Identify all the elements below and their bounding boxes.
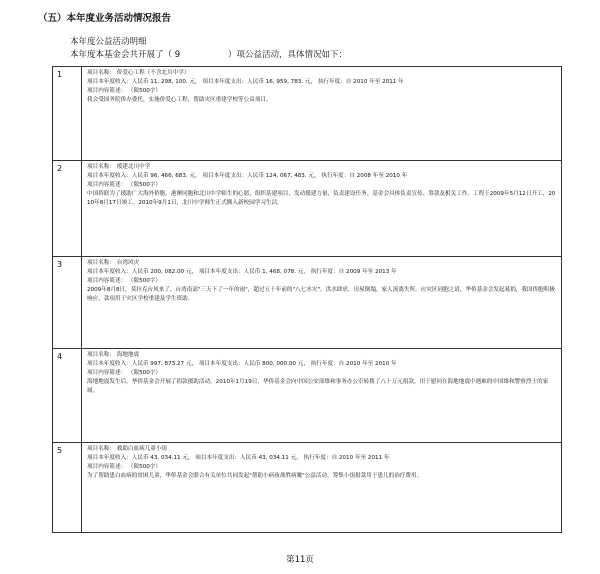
- activity-name: 项目名称： 侨爱心工程（不含北川中学）: [87, 70, 190, 76]
- intro-line-2: [70, 48, 347, 60]
- page-number: 第11页: [286, 555, 314, 565]
- activity-money: 项目本年度收入：人民币 11, 298, 100. 元， 项目本年度支出：人民币 16, 959, 783. 元， 执行年度：自 2010 年至 2011 年: [87, 79, 404, 86]
- activity-money: 项目本年度收入：人民币 997, 873.27 元， 项目本年度支出：人民币 800, 000.00 元， 执行年度：自 2010 年至 2010 年: [87, 361, 397, 368]
- activity-desc-label: 项目内容简述： （限500字）: [87, 464, 161, 471]
- activity-money: 项目本年度收入：人民币 96, 466, 683. 元， 项目本年度支出：人民币 124, 067, 483. 元， 执行年度：自 2008 年至 2010 年: [87, 173, 408, 180]
- intro-line-1: 本年度公益活动明细: [70, 37, 147, 47]
- activity-row-5: [53, 443, 562, 533]
- activity-row-3: [53, 257, 562, 349]
- activity-desc-label: 项目内容简述： （限500字）: [87, 182, 161, 189]
- activity-desc-label: 项目内容简述： （限500字）: [87, 370, 161, 377]
- activity-desc-label: 项目内容简述： （限500字）: [87, 278, 161, 285]
- activity-money: 项目本年度收入：人民币 200, 082.00 元， 项目本年度支出：人民币 1, 468, 078. 元， 执行年度：自 2009 年至 2013 年: [87, 269, 397, 276]
- activity-index: 5: [53, 443, 82, 533]
- intro-suffix: ）项公益活动，具体情况如下：: [228, 50, 348, 60]
- activity-index: 4: [53, 349, 82, 443]
- activity-index: 2: [53, 161, 82, 257]
- activity-desc: 2009年8月8日，莫拉克台风来了，台湾南部"三天下了一年的雨"，超过五十年前的"八七水灾"，洪水肆虐，房屋倒塌，家人流离失所。应灾区同胞之请，华侨基金会发起募捐，我国侨胞积极响应，款项用于灾区学校重建及学生资助。: [87, 287, 555, 303]
- activity-index: 1: [53, 67, 82, 161]
- activity-index: 3: [53, 257, 82, 349]
- activity-row-4: [53, 349, 562, 443]
- activity-content: [82, 257, 562, 349]
- activity-content: [82, 67, 562, 161]
- activity-content: [82, 443, 562, 533]
- activity-content: [82, 349, 562, 443]
- activity-table: [52, 66, 562, 533]
- activity-row-1: [53, 67, 562, 161]
- activity-desc: 中国侨联为了援助广大海外侨胞、港澳同胞和北川中学师生的心愿，组织基建项目，发动援建力量，负责建设任务。基金会具体负责宣传、筹款及相关工作。工程于2009年5月12日开工，2010年8月17日竣工。2010年9月1日，北川中学师生正式搬入新校园学习生活。: [87, 191, 556, 207]
- activity-name: 项目名称： 台湾风灾: [87, 260, 140, 266]
- activity-desc: 为了帮助患白血病的贫困儿童，华侨基金会联合有关单位共同发起"帮助小病孩战胜病魔"公益活动，筹集小组捐款用于患儿的治疗费用。: [87, 473, 423, 480]
- activity-name: 项目名称： 海地地震: [87, 352, 140, 358]
- activity-desc: 我会受国务院侨办委托，实施侨爱心工程，帮助灾区重建学校等公益项目。: [87, 97, 272, 104]
- intro-prefix: 本年度本基金会共开展了（: [70, 50, 173, 60]
- activity-money: 项目本年度收入：人民币 43, 034.11 元， 项目本年度支出：人民币 43, 034.11 元， 执行年度：自 2010 年至 2011 年: [87, 455, 390, 462]
- activity-name: 项目名称： 救助白血病儿童小组: [87, 446, 168, 452]
- activity-row-2: [53, 161, 562, 257]
- activity-desc: 海地地震发生后，华侨基金会开展了捐款援助活动。2010年1月19日，华侨基金会向中国公安部维和事务办公室转拨了八十万元捐款，用于慰问在海地地震中遇难的中国维和警察烈士的家属。: [87, 379, 549, 395]
- section-title: （五）本年度业务活动情况报告: [38, 13, 172, 24]
- activity-desc-label: 项目内容简述： （限500字）: [87, 88, 161, 95]
- activity-count: 9: [174, 50, 181, 60]
- activity-content: [82, 161, 562, 257]
- activity-name: 项目名称： 援建北川中学: [87, 164, 151, 170]
